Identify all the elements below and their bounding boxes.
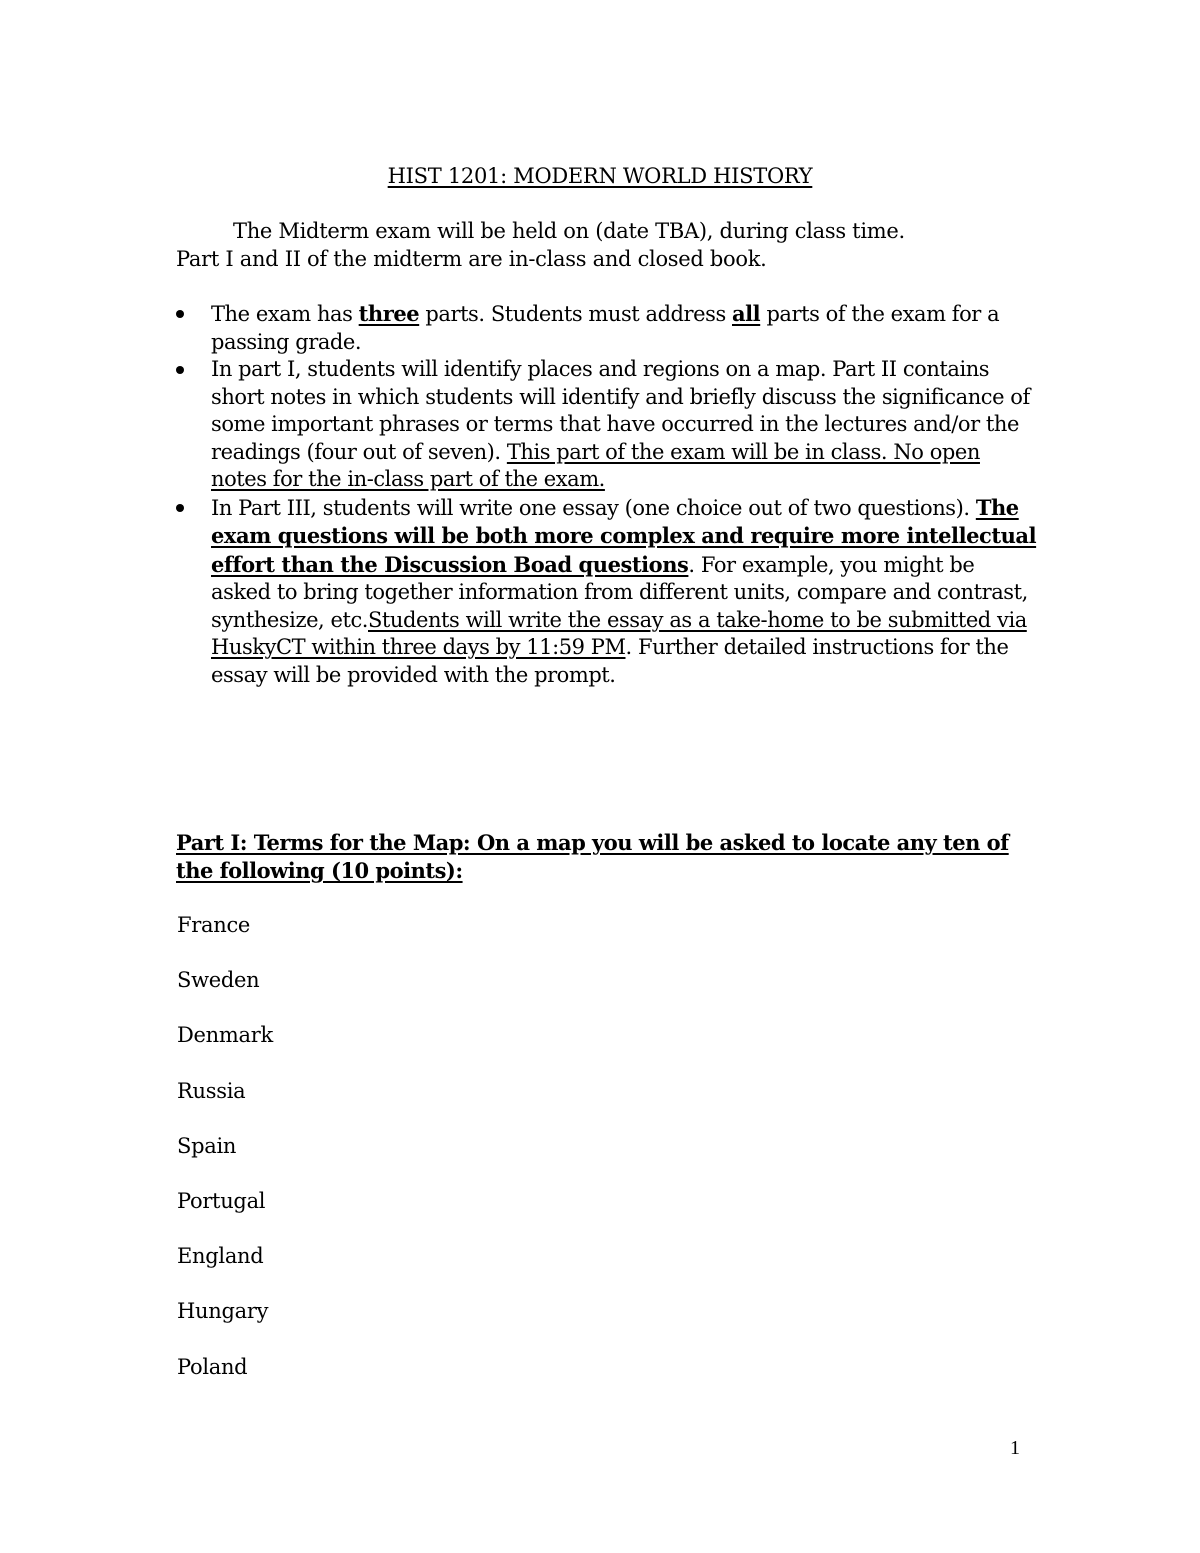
- part-one-heading: Part I: Terms for the Map: On a map you will be asked to locate any ten of the following (10 points):: [176, 830, 1009, 883]
- bullet-icon: [176, 504, 184, 512]
- map-term: Poland: [177, 1354, 248, 1379]
- in-class-notice: This part of the exam will be in class. No open notes for the in-class part of the exam.: [211, 439, 980, 491]
- exam-info-list: [176, 300, 1038, 689]
- map-term: Spain: [177, 1133, 237, 1158]
- emphasis-all: all: [732, 301, 761, 326]
- map-terms-list: [177, 911, 273, 1408]
- list-item-exam-parts: The exam has three parts. Students must address all parts of the exam for a passing grade.: [176, 300, 1038, 356]
- map-term: Russia: [177, 1078, 246, 1103]
- map-term: Hungary: [177, 1299, 269, 1324]
- list-item-part-three: In Part III, students will write one essay (one choice out of two questions). The exam questions will be both more complex and require more intellectual effort than the Discussion Boad questions. For example, you might be asked to bring together information from different units, compare and contrast, synthesize, etc.Students will write the essay as a take-home to be submitted via HuskyCT within three days by 11:59 PM. Further detailed instructions for the essay will be provided with the prompt.: [176, 494, 1038, 690]
- map-term: England: [177, 1244, 264, 1269]
- map-term: France: [177, 913, 251, 937]
- complexity-notice: The exam questions will be both more complex and require more intellectual effort than the Discussion Boad questions: [211, 494, 1037, 577]
- intro-paragraph: [176, 217, 1016, 273]
- page-number: 1: [1010, 1437, 1020, 1459]
- intro-line-exam-date: The Midterm exam will be held on (date TBA), during class time.: [233, 219, 905, 243]
- intro-line-closed-book: Part I and II of the midterm are in-class and closed book.: [176, 247, 767, 271]
- bullet-icon: [176, 366, 184, 374]
- map-term: Sweden: [177, 968, 260, 993]
- map-term: Denmark: [177, 1023, 273, 1048]
- list-item-part-one-two: In part I, students will identify places and regions on a map. Part II contains short notes in which students will identify and briefly discuss the significance of some important phrases or terms that have occurred in the lectures and/or the readings (four out of seven). This part of the exam will be in class. No open notes for the in-class part of the exam.: [176, 356, 1038, 494]
- map-term: Portugal: [177, 1188, 266, 1213]
- bullet-icon: [176, 310, 184, 318]
- emphasis-three: three: [358, 301, 420, 326]
- submission-notice: Students will write the essay as a take-home to be submitted via HuskyCT within three days by 11:59 PM: [211, 607, 1027, 659]
- document-title: HIST 1201: MODERN WORLD HISTORY: [387, 164, 813, 188]
